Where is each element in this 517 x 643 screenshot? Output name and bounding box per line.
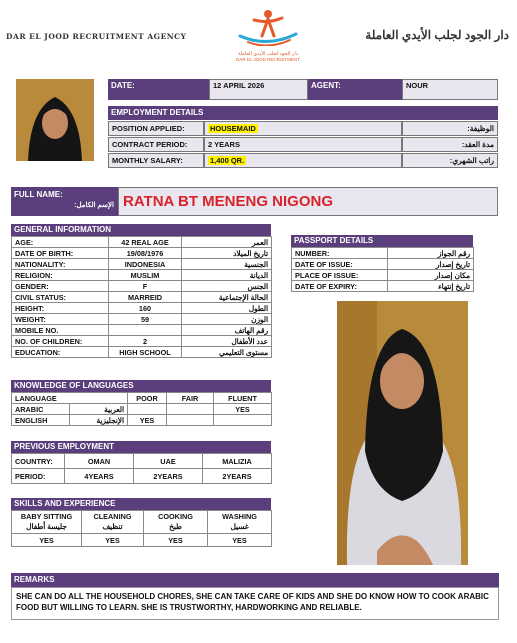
general-info-row	[12, 303, 272, 314]
agent-label: AGENT:	[308, 79, 402, 100]
remarks-text: SHE CAN DO ALL THE HOUSEHOLD CHORES, SHE CAN TAKE CARE OF KIDS AND SHE DO KNOW HOW TO COOK ARABIC FOOD BUT WILLING TO LEARN. SHE IS TRUSTWORTHY, HARDWORKING AND RELIABLE.	[11, 587, 499, 620]
general-info-row	[12, 347, 272, 358]
agency-name-en: DAR EL JOOD RECRUITMENT AGENCY	[6, 32, 187, 41]
general-info-label: AGE:	[12, 237, 109, 248]
agent-value: NOUR	[402, 79, 498, 100]
agency-logo	[228, 6, 308, 64]
prev-period-2: 2YEARS	[134, 469, 203, 484]
lang-col-fluent: FLUENT	[214, 393, 272, 404]
general-info-label: NO. OF CHILDREN:	[12, 336, 109, 347]
date-label: DATE:	[108, 79, 209, 100]
skills-header: SKILLS AND EXPERIENCE	[11, 498, 271, 510]
passport-details-table	[291, 247, 474, 292]
remarks-header: REMARKS	[11, 573, 499, 587]
prev-country-label: COUNTRY:	[12, 454, 65, 469]
full-name-label-ar: الإسم الكامل:	[74, 202, 114, 209]
languages-header: KNOWLEDGE OF LANGUAGES	[11, 380, 271, 392]
prev-period-label: PERIOD:	[12, 469, 65, 484]
general-info-label-ar: الجنسية	[182, 259, 272, 270]
applicant-full-photo	[337, 301, 468, 565]
employment-details-header: EMPLOYMENT DETAILS	[108, 106, 498, 120]
passport-label: DATE OF ISSUE:	[292, 259, 388, 270]
general-info-value: MUSLIM	[109, 270, 182, 281]
full-name-value-box	[118, 187, 498, 216]
monthly-salary-highlight: 1,400 QR.	[210, 156, 245, 165]
general-info-value: INDONESIA	[109, 259, 182, 270]
skill-washing-value: YES	[208, 534, 272, 547]
general-info-row	[12, 314, 272, 325]
passport-label-ar: تاريخ إصدار	[388, 259, 474, 270]
general-info-value: 42 REAL AGE	[109, 237, 182, 248]
lang-arabic-fluent: YES	[214, 404, 272, 415]
full-name-label: FULL NAME:	[14, 190, 63, 199]
general-info-label: DATE OF BIRTH:	[12, 248, 109, 259]
lang-english-ar: الإنجليزية	[70, 415, 128, 426]
monthly-salary-ar: راتب الشهري:	[402, 153, 498, 168]
skill-cooking	[144, 511, 208, 534]
full-name-label-box	[11, 187, 118, 216]
prev-period-3: 2YEARS	[203, 469, 272, 484]
passport-row	[292, 270, 474, 281]
position-applied-value	[204, 121, 402, 136]
skill-baby-sitting	[12, 511, 82, 534]
logo-text-ar: دار الجود لجلب الأيدي العاملة	[238, 51, 298, 57]
skill-cooking-value: YES	[144, 534, 208, 547]
lang-arabic-fair	[167, 404, 214, 415]
general-info-value: 160	[109, 303, 182, 314]
contract-period-ar: مدة العقد:	[402, 137, 498, 152]
general-info-label-ar: الديانة	[182, 270, 272, 281]
general-info-label: GENDER:	[12, 281, 109, 292]
general-info-value: MARREID	[109, 292, 182, 303]
lang-arabic-en: ARABIC	[12, 404, 70, 415]
general-info-value	[109, 325, 182, 336]
contract-period-value: 2 YEARS	[204, 137, 402, 152]
general-info-label-ar: الحالة الإجتماعية	[182, 292, 272, 303]
general-info-row	[12, 248, 272, 259]
lang-col-language: LANGUAGE	[12, 393, 128, 404]
general-info-label-ar: مستوى التعليمي	[182, 347, 272, 358]
lang-english-fair	[167, 415, 214, 426]
lang-arabic-ar: العربية	[70, 404, 128, 415]
passport-label-ar: مكان إصدار	[388, 270, 474, 281]
skill-baby-sitting-value: YES	[12, 534, 82, 547]
general-info-label: WEIGHT:	[12, 314, 109, 325]
prev-country-3: MALIZIA	[203, 454, 272, 469]
position-applied-highlight: HOUSEMAID	[210, 124, 256, 133]
general-info-header: GENERAL INFORMATION	[11, 224, 271, 236]
general-info-value: F	[109, 281, 182, 292]
passport-label: NUMBER:	[292, 248, 388, 259]
general-info-label-ar: عدد الأطفال	[182, 336, 272, 347]
skill-baby-sitting-en: BABY SITTING	[20, 512, 73, 521]
general-info-row	[12, 237, 272, 248]
languages-table	[11, 392, 272, 426]
general-info-label-ar: الوزن	[182, 314, 272, 325]
general-info-value: HIGH SCHOOL	[109, 347, 182, 358]
agency-name-ar: دار الجود لجلب الأيدي العاملة	[365, 28, 509, 42]
general-info-label-ar: الجنس	[182, 281, 272, 292]
lang-col-fair: FAIR	[167, 393, 214, 404]
skill-washing-en: WASHING	[222, 512, 257, 521]
skills-table	[11, 510, 272, 547]
passport-label-ar: رقم الجواز	[388, 248, 474, 259]
lang-col-poor: POOR	[128, 393, 167, 404]
skill-cleaning-en: CLEANING	[93, 512, 132, 521]
general-info-label: CIVIL STATUS:	[12, 292, 109, 303]
general-info-value: 2	[109, 336, 182, 347]
general-info-label: RELIGION:	[12, 270, 109, 281]
general-info-label: EDUCATION:	[12, 347, 109, 358]
prev-period-1: 4YEARS	[65, 469, 134, 484]
lang-english-poor: YES	[128, 415, 167, 426]
prev-country-1: OMAN	[65, 454, 134, 469]
general-info-label: NATIONALITY:	[12, 259, 109, 270]
logo-figure-icon	[228, 6, 308, 46]
general-info-label-ar: العمر	[182, 237, 272, 248]
position-applied-ar: الوظيفة:	[402, 121, 498, 136]
skill-baby-sitting-ar: جليسة أطفال	[26, 522, 67, 531]
passport-row	[292, 281, 474, 292]
prev-country-2: UAE	[134, 454, 203, 469]
skill-cooking-ar: طبخ	[169, 522, 182, 531]
general-info-label-ar: رقم الهاتف	[182, 325, 272, 336]
lang-english-en: ENGLISH	[12, 415, 70, 426]
skill-cooking-en: COOKING	[158, 512, 193, 521]
contract-period-label: CONTRACT PERIOD:	[108, 137, 204, 152]
general-info-row	[12, 292, 272, 303]
general-info-label: HEIGHT:	[12, 303, 109, 314]
passport-label: PLACE OF ISSUE:	[292, 270, 388, 281]
logo-text-en: DAR EL JOOD RECRUITMENT	[236, 57, 300, 62]
general-info-table	[11, 236, 272, 358]
skill-washing	[208, 511, 272, 534]
general-info-row	[12, 281, 272, 292]
general-info-label-ar: تاريخ الميلاد	[182, 248, 272, 259]
passport-row	[292, 248, 474, 259]
passport-details-header: PASSPORT DETAILS	[291, 235, 473, 247]
lang-arabic-poor	[128, 404, 167, 415]
date-value: 12 APRIL 2026	[209, 79, 308, 100]
previous-employment-header: PREVIOUS EMPLOYMENT	[11, 441, 271, 453]
monthly-salary-value	[204, 153, 402, 168]
lang-english-fluent	[214, 415, 272, 426]
position-applied-label: POSITION APPLIED:	[108, 121, 204, 136]
skill-cleaning-value: YES	[82, 534, 144, 547]
general-info-label: MOBILE NO.	[12, 325, 109, 336]
general-info-value: 19/08/1976	[109, 248, 182, 259]
general-info-row	[12, 325, 272, 336]
passport-label-ar: تاريخ إنتهاء	[388, 281, 474, 292]
monthly-salary-label: MONTHLY SALARY:	[108, 153, 204, 168]
previous-employment-table	[11, 453, 272, 484]
passport-row	[292, 259, 474, 270]
skill-cleaning-ar: تنظيف	[102, 522, 123, 531]
general-info-row	[12, 270, 272, 281]
general-info-value: 59	[109, 314, 182, 325]
passport-label: DATE OF EXPIRY:	[292, 281, 388, 292]
general-info-row	[12, 336, 272, 347]
skill-cleaning	[82, 511, 144, 534]
full-name-value: RATNA BT MENENG NIGONG	[123, 193, 333, 210]
general-info-label-ar: الطول	[182, 303, 272, 314]
general-info-row	[12, 259, 272, 270]
skill-washing-ar: غسيل	[230, 522, 249, 531]
applicant-headshot	[16, 79, 94, 161]
